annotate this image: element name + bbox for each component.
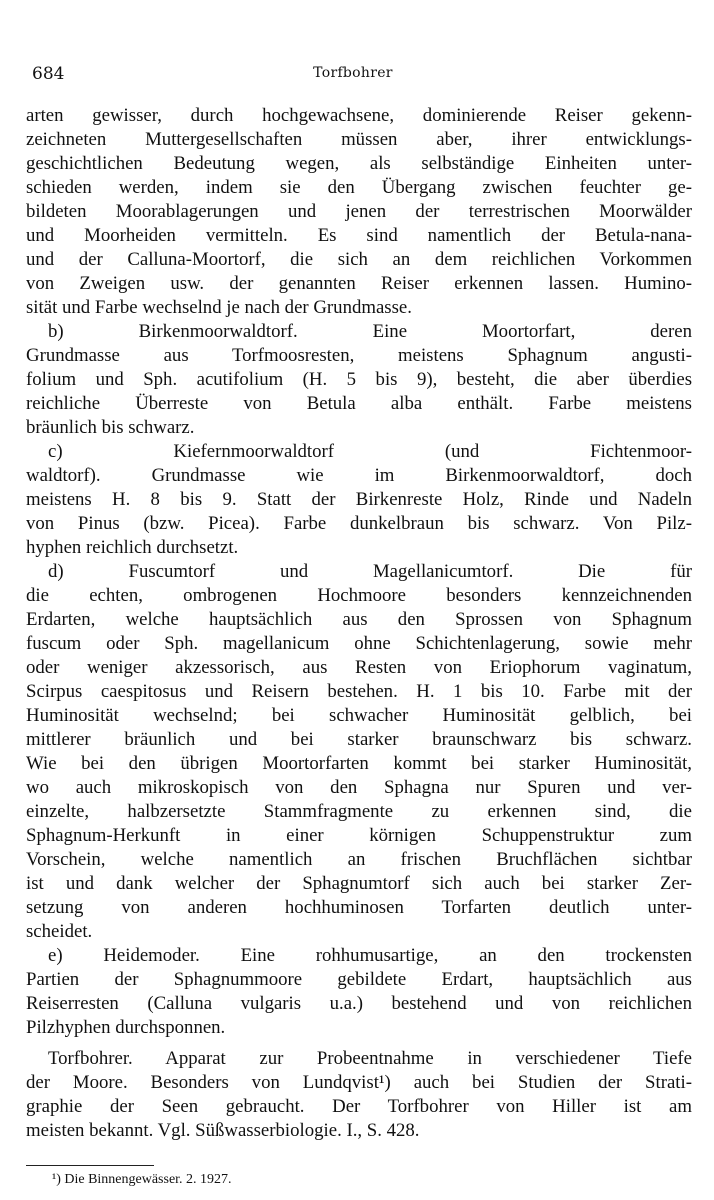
text-line: meistens H. 8 bis 9. Statt der Birkenreste Holz, Rinde und Nadeln [26,489,692,510]
running-title: Torfbohrer [313,65,393,81]
text-line: Reiserresten (Calluna vulgaris u.a.) bestehend und von reichlichen [26,993,692,1014]
text-line: Erdarten, welche hauptsächlich aus den Sprossen von Sphagnum [26,609,692,630]
text-line: meisten bekannt. Vgl. Süßwasserbiologie. I., S. 428. [26,1120,420,1141]
text-line: Pilzhyphen durchsponnen. [26,1017,226,1038]
text-line: zeichneten Muttergesellschaften müssen aber, ihrer entwicklungs- [26,129,692,150]
section-heading-line: b) Birkenmoorwaldtorf. Eine Moortorfart, deren [48,321,692,342]
text-line: der Moore. Besonders von Lundqvist¹) auch bei Studien der Strati- [26,1072,692,1093]
footnote-rule [26,1165,154,1166]
text-line: von Pinus (bzw. Picea). Farbe dunkelbraun bis schwarz. Von Pilz- [26,513,692,534]
text-line: hyphen reichlich durchsetzt. [26,537,239,558]
text-line: Vorschein, welche namentlich an frischen Bruchflächen sichtbar [26,849,692,870]
text-line: folium und Sph. acutifolium (H. 5 bis 9), besteht, die aber überdies [26,369,692,390]
text-line: setzung von anderen hochhuminosen Torfarten deutlich unter- [26,897,692,918]
text-line: arten gewisser, durch hochgewachsene, dominierende Reiser gekenn- [26,105,692,126]
text-line: Huminosität wechselnd; bei schwacher Huminosität gelblich, bei [26,705,692,726]
text-line: geschichtlichen Bedeutung wegen, als selbständige Einheiten unter- [26,153,692,174]
text-line: Grundmasse aus Torfmoosresten, meistens Sphagnum angusti- [26,345,692,366]
text-line: mittlerer bräunlich und bei starker braunschwarz bis schwarz. [26,729,692,750]
text-line: bräunlich bis schwarz. [26,417,195,438]
text-line: schieden werden, indem sie den Übergang zwischen feuchter ge- [26,177,692,198]
text-line: graphie der Seen gebraucht. Der Torfbohrer von Hiller ist am [26,1096,692,1117]
text-line: Sphagnum-Herkunft in einer körnigen Schuppenstruktur zum [26,825,692,846]
text-line: fuscum oder Sph. magellanicum ohne Schichtenlagerung, sowie mehr [26,633,692,654]
body-text [26,104,692,1143]
text-line: reichliche Überreste von Betula alba enthält. Farbe meistens [26,393,692,414]
text-line: Wie bei den übrigen Moortorfarten kommt bei starker Huminosität, [26,753,692,774]
text-line: Partien der Sphagnummoore gebildete Erdart, hauptsächlich aus [26,969,692,990]
text-line: und Moorheiden vermitteln. Es sind namentlich der Betula-nana- [26,225,692,246]
text-line: von Zweigen usw. der genannten Reiser erkennen lassen. Humino- [26,273,692,294]
page-number: 684 [32,64,65,84]
text-line: oder weniger akzessorisch, aus Resten von Eriophorum vaginatum, [26,657,692,678]
text-line: waldtorf). Grundmasse wie im Birkenmoorwaldtorf, doch [26,465,692,486]
text-line: wo auch mikroskopisch von den Sphagna nur Spuren und ver- [26,777,692,798]
entry-spacer [26,1040,692,1047]
footnote: ¹) Die Binnengewässer. 2. 1927. [52,1172,232,1187]
text-line: ist und dank welcher der Sphagnumtorf sich auch bei starker Zer- [26,873,692,894]
text-line: Scirpus caespitosus und Reisern bestehen. H. 1 bis 10. Farbe mit der [26,681,692,702]
text-line: sität und Farbe wechselnd je nach der Grundmasse. [26,297,412,318]
text-line: und der Calluna-Moortorf, die sich an dem reichlichen Vorkommen [26,249,692,270]
text-line: scheidet. [26,921,93,942]
text-line: bildeten Moorablagerungen und jenen der terrestrischen Moorwälder [26,201,692,222]
section-heading-line: c) Kiefernmoorwaldtorf (und Fichtenmoor- [48,441,692,462]
section-heading-line: e) Heidemoder. Eine rohhumusartige, an den trockensten [48,945,692,966]
text-line: einzelte, halbzersetzte Stammfragmente zu erkennen sind, die [26,801,692,822]
section-heading-line: d) Fuscumtorf und Magellanicumtorf. Die für [48,561,692,582]
entry-heading-line: Torfbohrer. Apparat zur Probeentnahme in verschiedener Tiefe [48,1048,692,1069]
text-line: die echten, ombrogenen Hochmoore besonders kennzeichnenden [26,585,692,606]
page-header [32,64,674,88]
